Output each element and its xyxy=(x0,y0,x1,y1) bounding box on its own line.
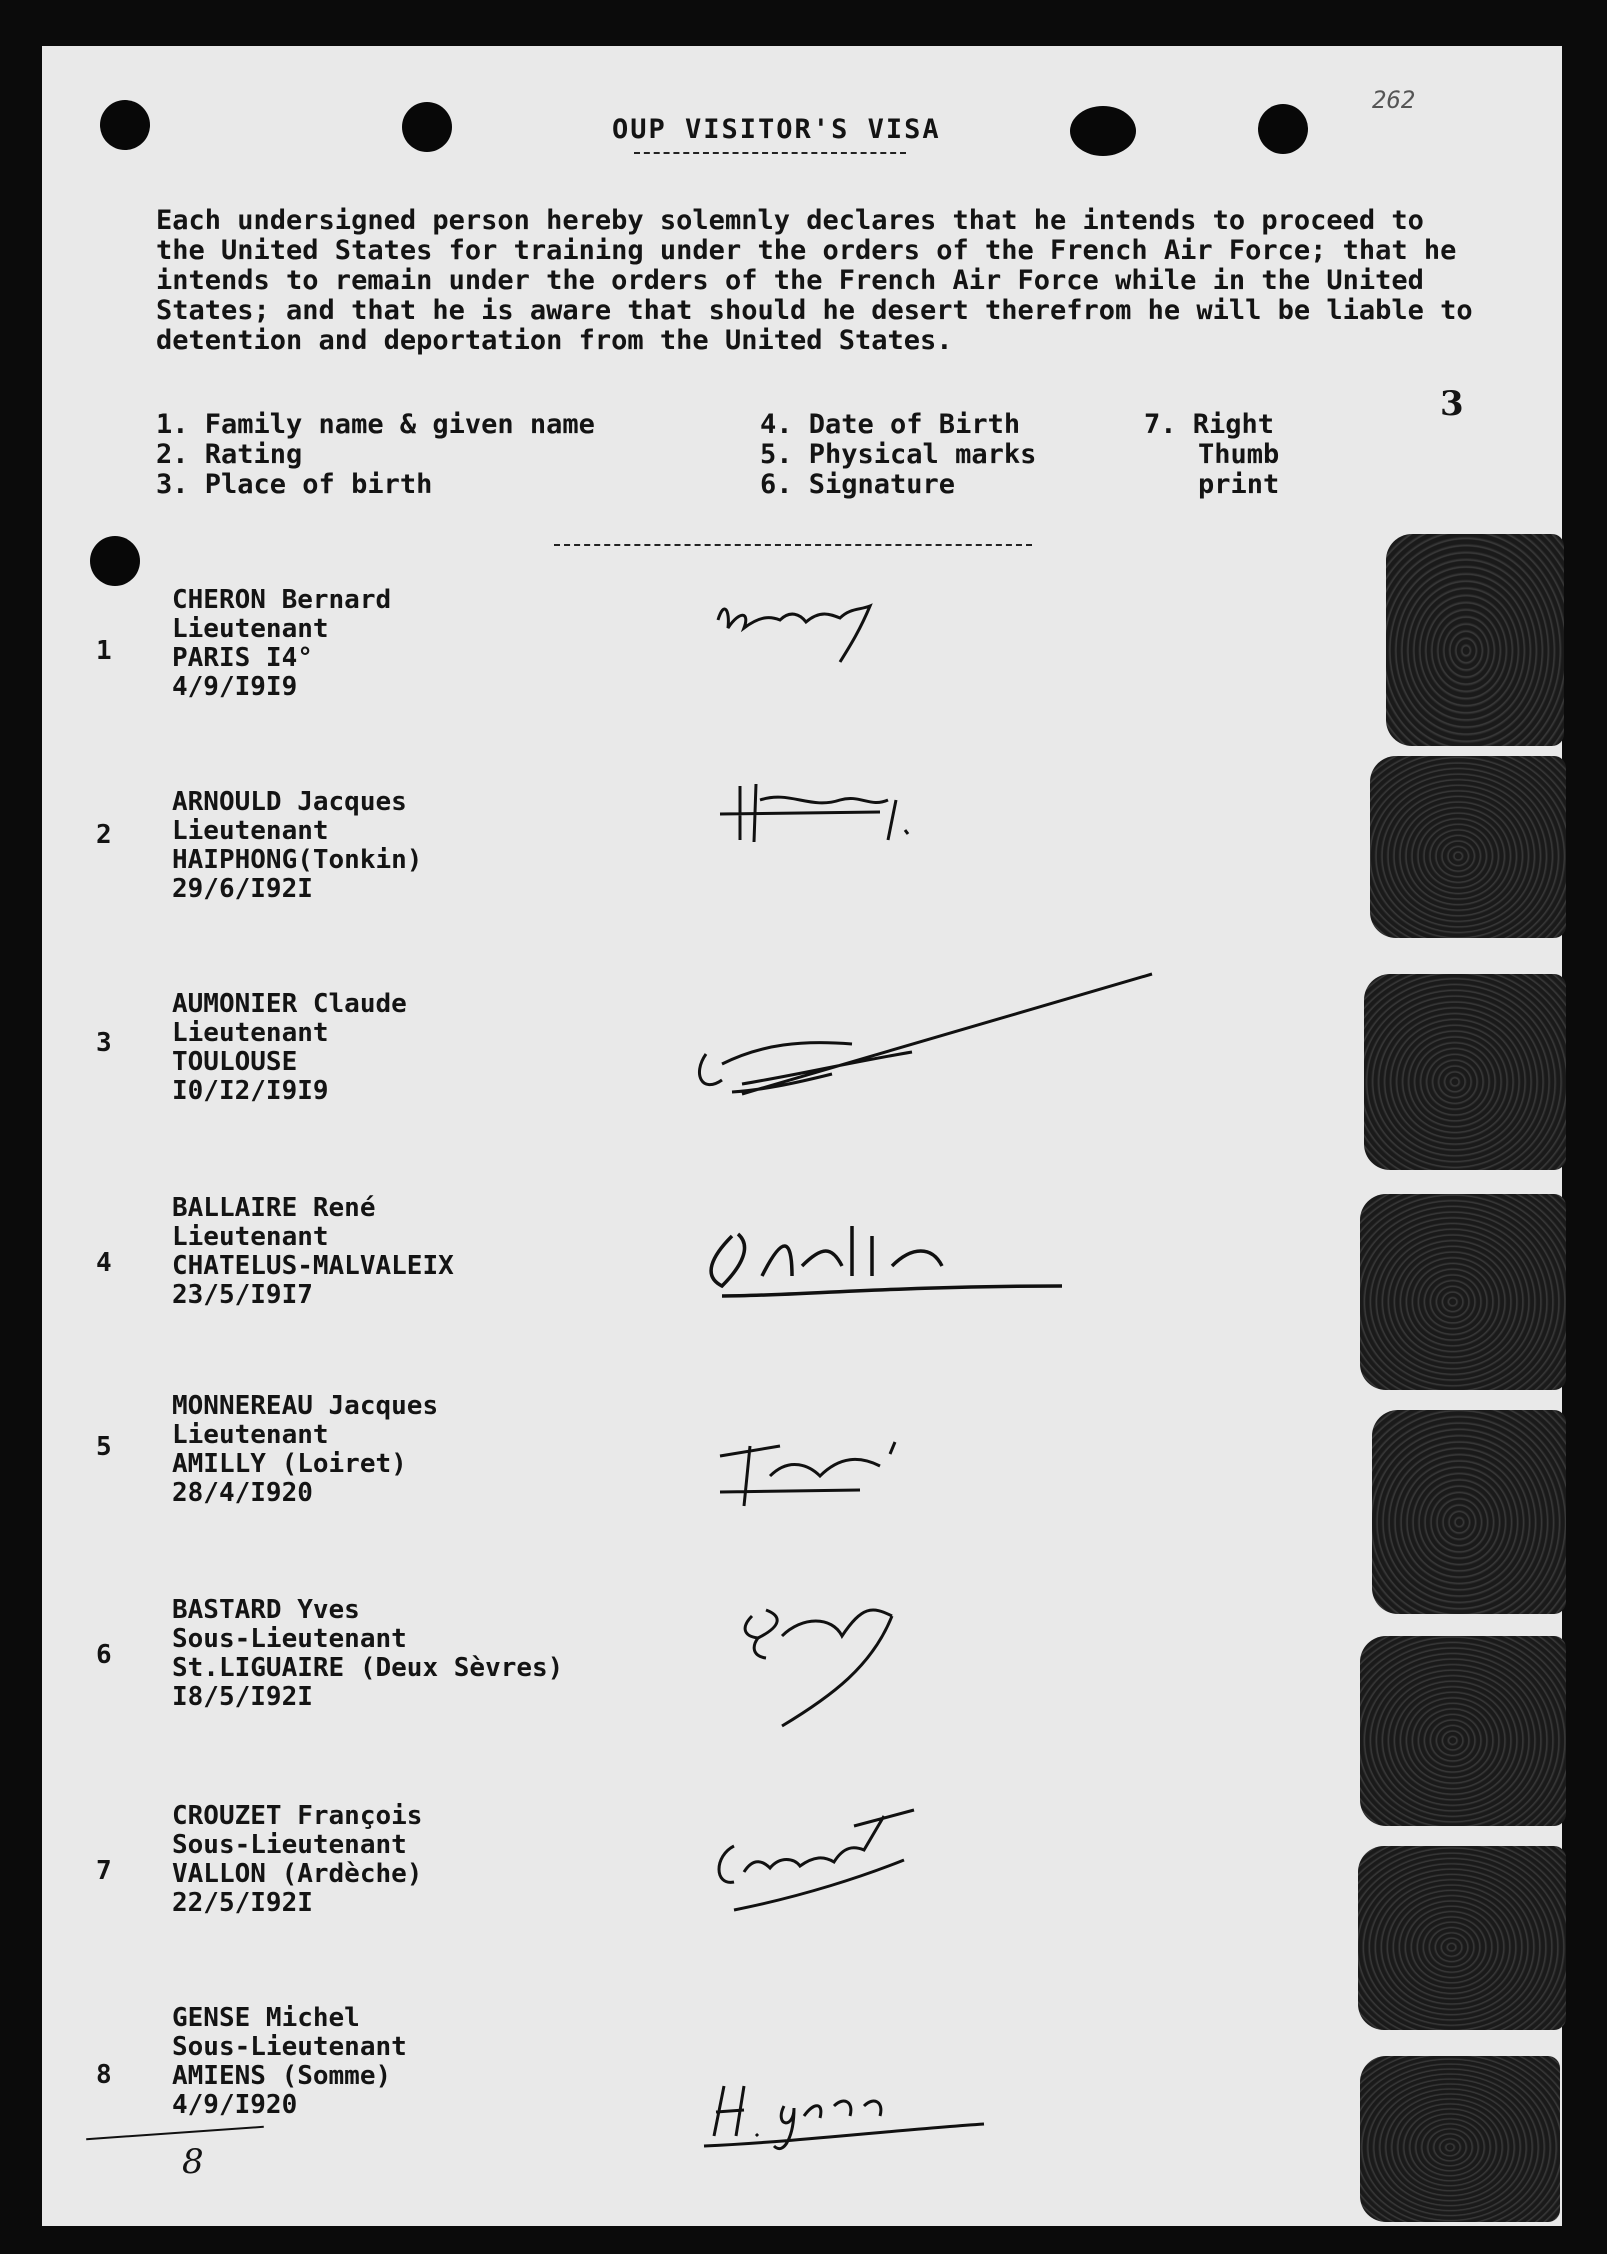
entry-dob: 4/9/I9I9 xyxy=(172,672,298,702)
legend-item: 2. Rating xyxy=(156,439,303,470)
legend-item: 4. Date of Birth xyxy=(760,409,1021,440)
signature-5-graphic xyxy=(710,1416,930,1516)
entry-dob: 23/5/I9I7 xyxy=(172,1280,313,1310)
tally-underline xyxy=(86,2126,264,2140)
entry-rating: Lieutenant xyxy=(172,614,329,644)
entry-block xyxy=(172,788,422,904)
entry-rating: Lieutenant xyxy=(172,1222,329,1252)
entry-rating: Sous-Lieutenant xyxy=(172,2032,407,2062)
entry-place: HAIPHONG(Tonkin) xyxy=(172,845,423,875)
entry-block xyxy=(172,2004,407,2120)
entry-name: CROUZET François xyxy=(172,1801,423,1831)
punch-hole xyxy=(402,102,452,152)
entry-number: 1 xyxy=(96,636,112,666)
entry-dob: 29/6/I92I xyxy=(172,874,313,904)
thumbprint-4 xyxy=(1360,1194,1566,1390)
entry-block xyxy=(172,586,391,702)
entry-rating: Lieutenant xyxy=(172,816,329,846)
entry-name: CHERON Bernard xyxy=(172,585,392,615)
entry-rating: Lieutenant xyxy=(172,1420,329,1450)
legend-item: 5. Physical marks xyxy=(760,439,1037,470)
legend-item: 3. Place of birth xyxy=(156,469,433,500)
punch-hole xyxy=(100,100,150,150)
signature-1 xyxy=(710,580,930,670)
entry-dob: 4/9/I920 xyxy=(172,2090,298,2120)
entry-rating: Sous-Lieutenant xyxy=(172,1830,407,1860)
entry-place: AMILLY (Loiret) xyxy=(172,1449,407,1479)
document-title: OUP VISITOR'S VISA xyxy=(612,114,941,145)
entry-number: 4 xyxy=(96,1248,112,1278)
signature-4 xyxy=(692,1206,1072,1336)
legend-column-3 xyxy=(1144,410,1279,500)
entry-dob: 28/4/I920 xyxy=(172,1478,313,1508)
entry-name: ARNOULD Jacques xyxy=(172,787,407,817)
entry-number: 8 xyxy=(96,2060,112,2090)
signature-7 xyxy=(704,1786,924,1926)
thumbprint-3 xyxy=(1364,974,1566,1170)
thumbprint-2 xyxy=(1370,756,1566,938)
thumbprint-8 xyxy=(1360,2056,1560,2222)
legend-item: Thumb xyxy=(1198,439,1280,470)
entry-name: BALLAIRE René xyxy=(172,1193,376,1223)
entry-name: GENSE Michel xyxy=(172,2003,360,2033)
signature-8-graphic xyxy=(694,2046,994,2156)
entry-number: 7 xyxy=(96,1856,112,1886)
signature-2-graphic xyxy=(700,770,930,860)
entry-rating: Sous-Lieutenant xyxy=(172,1624,407,1654)
entry-number: 2 xyxy=(96,820,112,850)
signature-3 xyxy=(682,924,1172,1154)
thumbprint-5 xyxy=(1372,1410,1566,1614)
entry-dob: I8/5/I92I xyxy=(172,1682,313,1712)
legend-item: 6. Signature xyxy=(760,469,956,500)
signature-6-graphic xyxy=(722,1576,922,1736)
entry-block xyxy=(172,1194,454,1310)
legend-item: print xyxy=(1198,469,1280,500)
punch-hole xyxy=(90,536,140,586)
entry-name: AUMONIER Claude xyxy=(172,989,407,1019)
entry-place: St.LIGUAIRE (Deux Sèvres) xyxy=(172,1653,564,1683)
entry-dob: I0/I2/I9I9 xyxy=(172,1076,329,1106)
signature-4-graphic xyxy=(692,1206,1072,1336)
tally-count: 8 xyxy=(182,2142,204,2182)
thumbprint-1 xyxy=(1386,534,1564,746)
entry-number: 5 xyxy=(96,1432,112,1462)
entry-name: MONNEREAU Jacques xyxy=(172,1391,439,1421)
legend-column-1 xyxy=(156,410,595,500)
entry-place: PARIS I4° xyxy=(172,643,313,673)
signature-2 xyxy=(700,770,930,860)
legend-item: 7. Right xyxy=(1144,409,1275,440)
punch-hole xyxy=(1070,106,1136,156)
entry-number: 6 xyxy=(96,1640,112,1670)
legend-column-2 xyxy=(760,410,1036,500)
entry-name: BASTARD Yves xyxy=(172,1595,360,1625)
separator-rule xyxy=(554,544,1032,546)
entry-place: TOULOUSE xyxy=(172,1047,298,1077)
entry-block xyxy=(172,990,407,1106)
signature-8 xyxy=(694,2046,994,2156)
signature-1-graphic xyxy=(710,580,930,670)
legend-item: 1. Family name & given name xyxy=(156,409,595,440)
entry-block xyxy=(172,1392,438,1508)
document-page xyxy=(42,46,1562,2226)
corner-annotation: 262 xyxy=(1372,86,1416,114)
entry-place: VALLON (Ardèche) xyxy=(172,1859,423,1889)
entry-number: 3 xyxy=(96,1028,112,1058)
entry-block xyxy=(172,1596,563,1712)
thumbprint-6 xyxy=(1360,1636,1566,1826)
signature-5 xyxy=(710,1416,930,1516)
entry-place: AMIENS (Somme) xyxy=(172,2061,392,2091)
thumbprint-7 xyxy=(1358,1846,1566,2030)
title-underline xyxy=(634,152,906,154)
entry-block xyxy=(172,1802,422,1918)
entry-place: CHATELUS-MALVALEIX xyxy=(172,1251,454,1281)
signature-7-graphic xyxy=(704,1786,924,1926)
page-number: 3 xyxy=(1440,384,1464,424)
declaration-text: Each undersigned person hereby solemnly declares that he intends to proceed to the United States for training under the orders of the French Air Force; that he intends to remain under the orders of the French Air Force while in the United States; and that he is aware that should he desert therefrom he will be liable to detention and deportation from the United States. xyxy=(156,205,1473,356)
signature-6 xyxy=(722,1576,922,1736)
punch-hole xyxy=(1258,104,1308,154)
entry-rating: Lieutenant xyxy=(172,1018,329,1048)
signature-3-graphic xyxy=(682,924,1172,1154)
entry-dob: 22/5/I92I xyxy=(172,1888,313,1918)
